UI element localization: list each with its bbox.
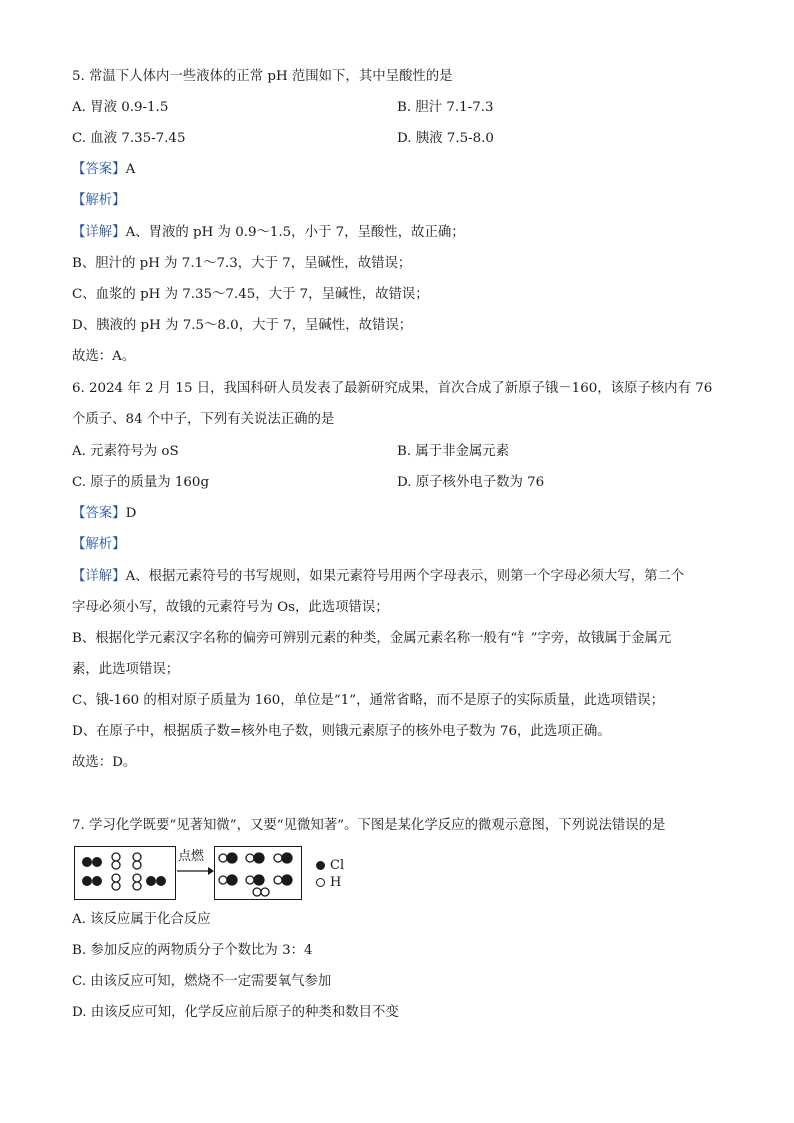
q6-analysis-tag: 【解析】 bbox=[72, 537, 126, 552]
h2-leftover-molecule bbox=[253, 888, 269, 896]
h2-molecule bbox=[112, 853, 120, 869]
q7-option-a: A. 该反应属于化合反应 bbox=[72, 912, 211, 927]
q5-option-b: B. 胆汁 7.1-7.3 bbox=[397, 100, 494, 115]
q5-conclusion: 故选：A。 bbox=[72, 349, 136, 364]
q6-detail-2: 字母必须小写，故锇的元素符号为 Os，此选项错误； bbox=[72, 600, 389, 615]
q5-detail-2: B、胆汁的 pH 为 7.1～7.3，大于 7，呈碱性，故错误； bbox=[72, 256, 412, 271]
answer-tag: 【答案】 bbox=[72, 506, 126, 521]
detail-tag: 【详解】 bbox=[72, 225, 126, 240]
q7-option-c: C. 由该反应可知，燃烧不一定需要氧气参加 bbox=[72, 974, 332, 989]
q6-conclusion: 故选：D。 bbox=[72, 755, 137, 770]
detail-text: A、胃液的 pH 为 0.9～1.5，小于 7，呈酸性，故正确； bbox=[125, 225, 465, 240]
legend-item-h bbox=[316, 874, 344, 891]
legend-label: Cl bbox=[330, 858, 345, 873]
detail-text: A、根据元素符号的书写规则，如果元素符号用两个字母表示，则第一个字母必须大写，第二个 bbox=[125, 569, 685, 584]
h2-molecule bbox=[112, 874, 120, 890]
q6-stem-1: 6. 2024 年 2 月 15 日，我国科研人员发表了最新研究成果，首次合成了新原子锇－160，该原子核内有 76 bbox=[72, 381, 713, 396]
cl-atom-icon bbox=[316, 861, 325, 870]
arrow-head bbox=[208, 867, 214, 875]
q5-stem: 5. 常温下人体内一些液体的正常 pH 范围如下，其中呈酸性的是 bbox=[72, 69, 453, 84]
arrow-label: 点燃 bbox=[178, 849, 205, 864]
q6-stem-2: 个质子、84 个中子，下列有关说法正确的是 bbox=[72, 412, 335, 427]
q7-option-d: D. 由该反应可知，化学反应前后原子的种类和数目不变 bbox=[72, 1005, 399, 1020]
q6-detail-4: 素，此选项错误； bbox=[72, 662, 180, 677]
q6-detail-3: B、根据化学元素汉字名称的偏旁可辨别元素的种类，金属元素名称一般有“钅”字旁，故锇属于金属元 bbox=[72, 631, 672, 646]
q5-detail-3: C、血浆的 pH 为 7.35～7.45，大于 7，呈碱性，故错误； bbox=[72, 287, 429, 302]
hcl-molecule bbox=[274, 875, 292, 885]
h-atom-icon bbox=[316, 878, 325, 887]
q6-option-b: B. 属于非金属元素 bbox=[397, 444, 510, 459]
q6-answer bbox=[72, 505, 136, 523]
hcl-molecule bbox=[219, 875, 237, 885]
hcl-molecule bbox=[246, 875, 264, 885]
answer-value: A bbox=[125, 162, 136, 177]
q7-option-b: B. 参加反应的两物质分子个数比为 3：4 bbox=[72, 943, 313, 958]
h2-molecule bbox=[133, 874, 141, 890]
q6-detail-6: D、在原子中，根据质子数=核外电子数，则锇元素原子的核外电子数为 76，此选项正确。 bbox=[72, 724, 611, 739]
q6-option-c: C. 原子的质量为 160g bbox=[72, 475, 210, 490]
q7-stem: 7. 学习化学既要“见著知微”，又要“见微知著”。下图是某化学反应的微观示意图，下列说法错误的是 bbox=[72, 818, 666, 833]
q5-detail-4: D、胰液的 pH 为 7.5～8.0，大于 7，呈碱性，故错误； bbox=[72, 318, 413, 333]
hcl-molecule bbox=[246, 853, 264, 863]
q5-detail-1 bbox=[72, 224, 465, 242]
q5-option-d: D. 胰液 7.5-8.0 bbox=[397, 131, 494, 146]
hcl-molecule bbox=[219, 853, 237, 863]
hcl-molecule bbox=[274, 853, 292, 863]
detail-tag: 【详解】 bbox=[72, 569, 126, 584]
q5-option-c: C. 血液 7.35-7.45 bbox=[72, 131, 186, 146]
cl2-molecule bbox=[82, 876, 102, 886]
q5-analysis-tag: 【解析】 bbox=[72, 193, 126, 208]
cl2-molecule bbox=[146, 876, 166, 886]
legend bbox=[316, 857, 344, 891]
answer-tag: 【答案】 bbox=[72, 162, 126, 177]
q5-option-a: A. 胃液 0.9-1.5 bbox=[72, 100, 169, 115]
h2-molecule bbox=[133, 853, 141, 869]
q6-detail-5: C、锇-160 的相对原子质量为 160，单位是“1”，通常省略，而不是原子的实际质量，此选项错误； bbox=[72, 693, 665, 708]
q6-detail-1 bbox=[72, 568, 684, 586]
answer-value: D bbox=[125, 506, 137, 521]
legend-item-cl bbox=[316, 857, 344, 874]
q6-option-d: D. 原子核外电子数为 76 bbox=[397, 475, 545, 490]
q5-answer bbox=[72, 161, 135, 179]
q6-option-a: A. 元素符号为 oS bbox=[72, 444, 179, 459]
cl2-molecule bbox=[82, 857, 102, 867]
legend-label: H bbox=[330, 875, 342, 890]
